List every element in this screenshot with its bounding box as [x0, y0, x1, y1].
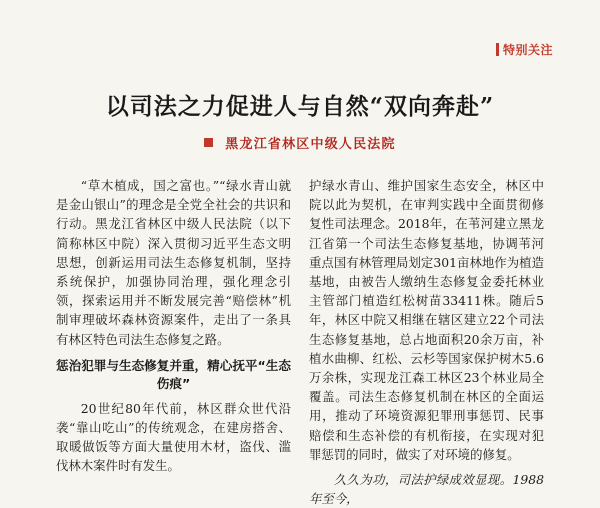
article-title: 以司法之力促进人与自然“双向奔赴” [105, 93, 495, 120]
byline-author: 黑龙江省林区中级人民法院 [225, 137, 396, 152]
right-paragraph-2: 久久为功，司法护绿成效显现。1988年至今， [309, 472, 544, 507]
byline-square-icon [204, 138, 213, 147]
subheading: 惩治犯罪与生态修复并重，精心抚平“生态伤痕” [56, 357, 291, 391]
section-tag-bar [496, 43, 499, 56]
left-paragraph-1: “草木植成，国之富也。”“绿水青山就是金山银山”的理念是全党全社会的共识和行动。黑龙江省林区中级人民法院（以下简称林区中院）深入贯彻习近平生态文明思想，创新运用司法生态修复机制，坚持系统保护，加强协同治理，强化理念引领，探索运用并不断发展完善“赔偿林”机制审理破坏森林资源案件，走出了一条具有林区特色司法生态修复之路。 [56, 178, 291, 347]
left-paragraph-2: 20世纪80年代前，林区群众世代沿袭“靠山吃山”的传统观念，在建房搭舍、取暖做饭等方面大量使用木材，盗伐、滥伐林木案件时有发生。 [56, 400, 291, 474]
left-column [56, 176, 291, 476]
section-tag [496, 39, 600, 59]
section-tag-label: 特别关注 [503, 42, 554, 57]
right-paragraph-1: 护绿水青山、维护国家生态安全，林区中院以此为契机，在审判实践中全面贯彻修复性司法理念。2018年，在苇河建立黑龙江省第一个司法生态修复基地，协调苇河重点国有林管理局划定301亩林地作为植造基地，由被告人缴纳生态修复金委托林业主管部门植造红松树苗33411株。随后5年，林区中院又相继在辖区建立22个司法生态修复基地，总占地面积20余万亩，补植水曲柳、红松、云杉等国家保护树木5.6万余株，实现龙江森工林区23个林业局全覆盖。司法生态修复机制在林区的全面运用，推动了环境资源犯罪刑事惩罚、民事赔偿和生态补偿的有机衔接，在实现对犯罪惩罚的同时，做实了对环境的修复。 [309, 178, 544, 462]
byline [0, 133, 600, 152]
right-column [309, 176, 544, 508]
